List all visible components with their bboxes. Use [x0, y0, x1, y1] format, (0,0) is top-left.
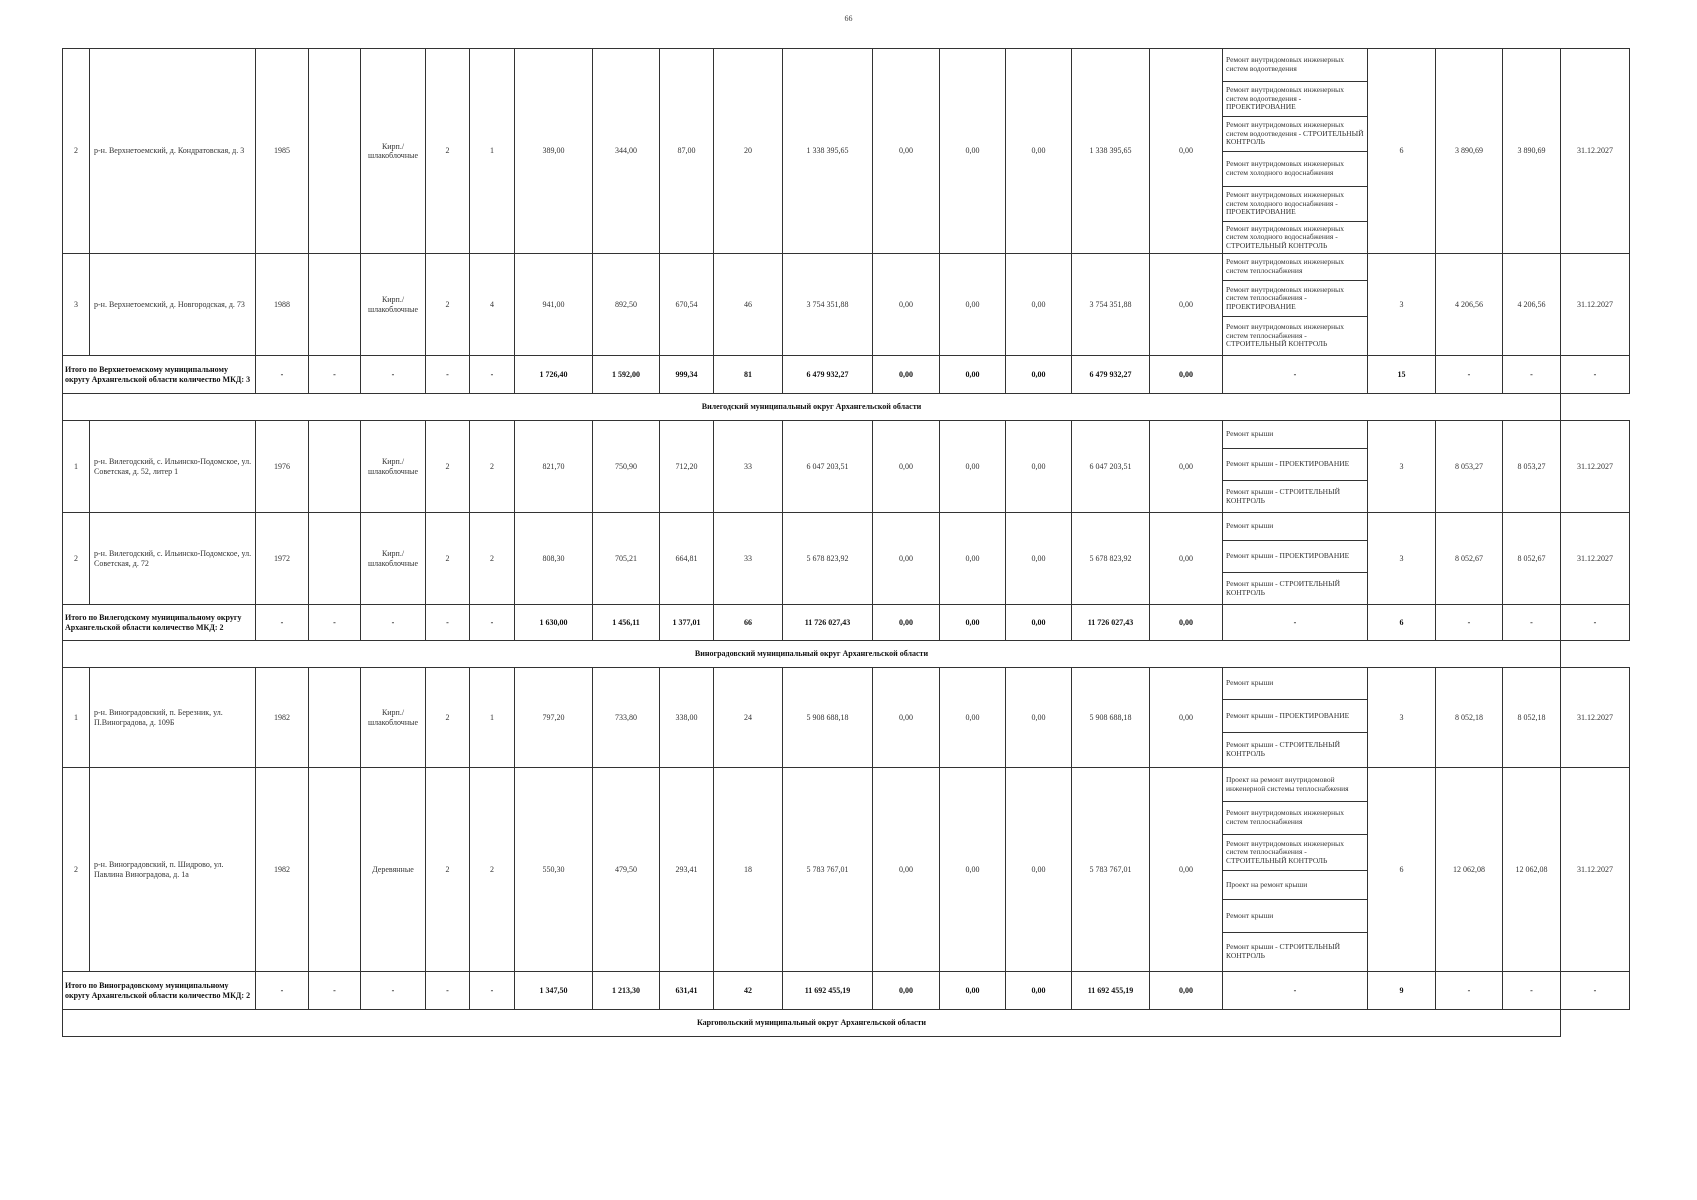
floors-cell: 2: [426, 254, 470, 356]
total-area-total: 1 726,40: [515, 356, 593, 394]
works-count-cell: 3: [1368, 254, 1436, 356]
works-cell: [1223, 421, 1368, 513]
works-count-cell: 6: [1368, 768, 1436, 972]
row-number: 2: [63, 513, 90, 605]
row-number: 3: [63, 254, 90, 356]
total-works: -: [1223, 972, 1368, 1010]
total-cost-region: 0,00: [940, 605, 1006, 641]
work-item: Ремонт крыши - ПРОЕКТИРОВАНИЕ: [1223, 700, 1367, 733]
unit-cost-cell: 3 890,69: [1436, 49, 1503, 254]
work-item: Ремонт внутридомовых инженерных систем холодного водоснабжения - СТРОИТЕЛЬНЫЙ КОНТРОЛЬ: [1226, 223, 1344, 250]
work-item: Ремонт внутридомовых инженерных систем теплоснабжения - СТРОИТЕЛЬНЫЙ КОНТРОЛЬ: [1226, 322, 1344, 349]
total-cost-municipal: 0,00: [1006, 972, 1072, 1010]
area-premises-cell: 479,50: [593, 768, 660, 972]
year-built-cell: 1988: [256, 254, 309, 356]
cost-other-cell: 0,00: [1150, 49, 1223, 254]
works-cell: [1223, 254, 1368, 356]
table-row: [63, 49, 1630, 254]
district-header: Каргопольский муниципальный округ Архангельской области: [63, 1010, 1561, 1037]
work-item: Ремонт крыши: [1223, 668, 1367, 700]
works-cell: [1223, 668, 1368, 768]
cost-total-cell: 5 678 823,92: [783, 513, 873, 605]
works-cell: [1223, 49, 1368, 254]
table-row: [63, 421, 1630, 513]
area-premises-cell: 892,50: [593, 254, 660, 356]
area-premises-cell: 705,21: [593, 513, 660, 605]
district-header-row: [63, 394, 1630, 421]
cost-municipal-cell: 0,00: [1006, 421, 1072, 513]
cost-total-cell: 6 047 203,51: [783, 421, 873, 513]
total-cost-total: 6 479 932,27: [783, 356, 873, 394]
cost-municipal-cell: 0,00: [1006, 49, 1072, 254]
cost-other-cell: 0,00: [1150, 254, 1223, 356]
cost-fund-cell: 0,00: [873, 513, 940, 605]
cost-other-cell: 0,00: [1150, 768, 1223, 972]
total-year-built: -: [256, 605, 309, 641]
total-works-count: 9: [1368, 972, 1436, 1010]
address-cell: р-н. Верхнетоемский, д. Кондратовская, д. 3: [90, 49, 256, 254]
total-works: -: [1223, 356, 1368, 394]
unit-cost-cell: 8 053,27: [1436, 421, 1503, 513]
area-total-cell: 808,30: [515, 513, 593, 605]
area-living-cell: 338,00: [660, 668, 714, 768]
cost-fund-cell: 0,00: [873, 668, 940, 768]
work-item: Ремонт крыши: [1223, 900, 1367, 933]
year-repair-cell: [309, 768, 361, 972]
work-item: Ремонт внутридомовых инженерных систем холодного водоснабжения - ПРОЕКТИРОВАНИЕ: [1223, 187, 1367, 222]
row-number: 2: [63, 49, 90, 254]
total-year-repair: -: [309, 972, 361, 1010]
cost-owners-cell: 6 047 203,51: [1072, 421, 1150, 513]
area-living-cell: 670,54: [660, 254, 714, 356]
district-header: Виноградовский муниципальный округ Архангельской области: [63, 641, 1561, 668]
wall-material-cell: Кирп./ шлакоблочные: [361, 49, 426, 254]
total-year-built: -: [256, 972, 309, 1010]
wall-material-cell: Кирп./ шлакоблочные: [361, 668, 426, 768]
year-repair-cell: [309, 668, 361, 768]
wall-material-cell: Кирп./ шлакоблочные: [361, 513, 426, 605]
year-built-cell: 1982: [256, 768, 309, 972]
total-limit-cost: -: [1503, 972, 1561, 1010]
area-total-cell: 941,00: [515, 254, 593, 356]
work-item: Ремонт внутридомовых инженерных систем теплоснабжения - ПРОЕКТИРОВАНИЕ: [1223, 281, 1367, 317]
year-built-cell: 1982: [256, 668, 309, 768]
area-total-cell: 821,70: [515, 421, 593, 513]
total-cost-region: 0,00: [940, 972, 1006, 1010]
cost-other-cell: 0,00: [1150, 513, 1223, 605]
cost-other-cell: 0,00: [1150, 668, 1223, 768]
total-area-total: 1 630,00: [515, 605, 593, 641]
address-cell: р-н. Вилегодский, с. Ильинско-Подомское, ул. Советская, д. 52, литер 1: [90, 421, 256, 513]
entrances-cell: 2: [470, 421, 515, 513]
total-label: Итого по Верхнетоемскому муниципальному округу Архангельской области количество МКД: 3: [63, 356, 256, 394]
total-residents: 66: [714, 605, 783, 641]
floors-cell: 2: [426, 513, 470, 605]
work-item: Ремонт внутридомовых инженерных систем теплоснабжения: [1223, 802, 1367, 835]
area-total-cell: 550,30: [515, 768, 593, 972]
total-cost-owners: 11 692 455,19: [1072, 972, 1150, 1010]
page-number: 66: [844, 14, 853, 23]
work-item: Проект на ремонт крыши: [1223, 871, 1367, 900]
work-item: Ремонт внутридомовых инженерных систем водоотведения: [1223, 49, 1367, 82]
table-body: [63, 49, 1630, 1037]
work-item: Проект на ремонт внутридомовой инженерной системы теплоснабжения: [1223, 768, 1367, 802]
total-works-count: 6: [1368, 605, 1436, 641]
work-item: Ремонт крыши - ПРОЕКТИРОВАНИЕ: [1223, 449, 1367, 481]
works-count-cell: 3: [1368, 513, 1436, 605]
cost-municipal-cell: 0,00: [1006, 768, 1072, 972]
floors-cell: 2: [426, 768, 470, 972]
total-floors: -: [426, 356, 470, 394]
address-cell: р-н. Верхнетоемский, д. Новгородская, д. 73: [90, 254, 256, 356]
area-living-cell: 712,20: [660, 421, 714, 513]
total-area-premises: 1 456,11: [593, 605, 660, 641]
residents-cell: 24: [714, 668, 783, 768]
total-row: [63, 605, 1630, 641]
total-cost-fund: 0,00: [873, 605, 940, 641]
works-cell: [1223, 513, 1368, 605]
total-wall-material: -: [361, 605, 426, 641]
work-item: Ремонт крыши - СТРОИТЕЛЬНЫЙ КОНТРОЛЬ: [1226, 942, 1341, 960]
table-row: [63, 254, 1630, 356]
cost-region-cell: 0,00: [940, 768, 1006, 972]
work-item: Ремонт крыши: [1223, 421, 1367, 449]
total-year-repair: -: [309, 605, 361, 641]
residents-cell: 33: [714, 513, 783, 605]
total-residents: 42: [714, 972, 783, 1010]
total-cost-total: 11 726 027,43: [783, 605, 873, 641]
cost-total-cell: 1 338 395,65: [783, 49, 873, 254]
cost-municipal-cell: 0,00: [1006, 668, 1072, 768]
cost-region-cell: 0,00: [940, 254, 1006, 356]
address-cell: р-н. Виноградовский, п. Березник, ул. П.Виноградова, д. 109Б: [90, 668, 256, 768]
total-wall-material: -: [361, 356, 426, 394]
year-repair-cell: [309, 254, 361, 356]
cost-total-cell: 3 754 351,88: [783, 254, 873, 356]
limit-cost-cell: 8 053,27: [1503, 421, 1561, 513]
wall-material-cell: Деревянные: [361, 768, 426, 972]
total-row: [63, 972, 1630, 1010]
cost-fund-cell: 0,00: [873, 768, 940, 972]
total-cost-municipal: 0,00: [1006, 605, 1072, 641]
work-item: Ремонт крыши - ПРОЕКТИРОВАНИЕ: [1223, 541, 1367, 573]
total-year-built: -: [256, 356, 309, 394]
residents-cell: 33: [714, 421, 783, 513]
area-living-cell: 293,41: [660, 768, 714, 972]
total-area-premises: 1 213,30: [593, 972, 660, 1010]
total-unit-cost: -: [1436, 356, 1503, 394]
row-number: 1: [63, 421, 90, 513]
cost-fund-cell: 0,00: [873, 421, 940, 513]
entrances-cell: 1: [470, 668, 515, 768]
total-deadline: -: [1561, 356, 1630, 394]
area-premises-cell: 344,00: [593, 49, 660, 254]
total-cost-other: 0,00: [1150, 356, 1223, 394]
total-label: Итого по Виноградовскому муниципальному округу Архангельской области количество МКД: 2: [63, 972, 256, 1010]
cost-owners-cell: 5 678 823,92: [1072, 513, 1150, 605]
wall-material-cell: Кирп./ шлакоблочные: [361, 421, 426, 513]
total-year-repair: -: [309, 356, 361, 394]
total-area-total: 1 347,50: [515, 972, 593, 1010]
deadline-cell: 31.12.2027: [1561, 421, 1630, 513]
work-item: Ремонт внутридомовых инженерных систем водоотведения - СТРОИТЕЛЬНЫЙ КОНТРОЛЬ: [1223, 117, 1367, 152]
total-area-living: 631,41: [660, 972, 714, 1010]
total-floors: -: [426, 605, 470, 641]
total-cost-region: 0,00: [940, 356, 1006, 394]
cost-owners-cell: 1 338 395,65: [1072, 49, 1150, 254]
total-cost-fund: 0,00: [873, 972, 940, 1010]
entrances-cell: 1: [470, 49, 515, 254]
work-item: Ремонт крыши: [1223, 513, 1367, 541]
work-item: Ремонт внутридомовых инженерных систем водоотведения - ПРОЕКТИРОВАНИЕ: [1223, 82, 1367, 117]
wall-material-cell: Кирп./ шлакоблочные: [361, 254, 426, 356]
cost-owners-cell: 5 783 767,01: [1072, 768, 1150, 972]
area-living-cell: 664,81: [660, 513, 714, 605]
work-item: Ремонт внутридомовых инженерных систем теплоснабжения: [1223, 254, 1367, 281]
cost-total-cell: 5 783 767,01: [783, 768, 873, 972]
cost-region-cell: 0,00: [940, 421, 1006, 513]
total-entrances: -: [470, 356, 515, 394]
table-row: [63, 513, 1630, 605]
total-deadline: -: [1561, 972, 1630, 1010]
work-item: Ремонт внутридомовых инженерных систем холодного водоснабжения: [1223, 152, 1367, 187]
total-cost-owners: 11 726 027,43: [1072, 605, 1150, 641]
total-area-premises: 1 592,00: [593, 356, 660, 394]
cost-owners-cell: 5 908 688,18: [1072, 668, 1150, 768]
floors-cell: 2: [426, 668, 470, 768]
district-header-row: [63, 641, 1630, 668]
total-floors: -: [426, 972, 470, 1010]
repair-program-table-wrap: [62, 48, 1630, 1037]
total-cost-other: 0,00: [1150, 972, 1223, 1010]
unit-cost-cell: 8 052,18: [1436, 668, 1503, 768]
area-total-cell: 797,20: [515, 668, 593, 768]
total-cost-owners: 6 479 932,27: [1072, 356, 1150, 394]
address-cell: р-н. Виноградовский, п. Шидрово, ул. Павлина Виноградова, д. 1а: [90, 768, 256, 972]
row-number: 1: [63, 668, 90, 768]
cost-total-cell: 5 908 688,18: [783, 668, 873, 768]
residents-cell: 18: [714, 768, 783, 972]
district-header-row: [63, 1010, 1630, 1037]
total-limit-cost: -: [1503, 356, 1561, 394]
deadline-cell: 31.12.2027: [1561, 513, 1630, 605]
deadline-cell: 31.12.2027: [1561, 668, 1630, 768]
total-cost-municipal: 0,00: [1006, 356, 1072, 394]
year-built-cell: 1985: [256, 49, 309, 254]
total-area-living: 1 377,01: [660, 605, 714, 641]
total-entrances: -: [470, 972, 515, 1010]
cost-municipal-cell: 0,00: [1006, 254, 1072, 356]
total-row: [63, 356, 1630, 394]
year-repair-cell: [309, 49, 361, 254]
total-cost-fund: 0,00: [873, 356, 940, 394]
cost-region-cell: 0,00: [940, 513, 1006, 605]
cost-region-cell: 0,00: [940, 49, 1006, 254]
floors-cell: 2: [426, 421, 470, 513]
entrances-cell: 4: [470, 254, 515, 356]
limit-cost-cell: 12 062,08: [1503, 768, 1561, 972]
total-label: Итого по Вилегодскому муниципальному округу Архангельской области количество МКД: 2: [63, 605, 256, 641]
floors-cell: 2: [426, 49, 470, 254]
works-count-cell: 3: [1368, 421, 1436, 513]
year-built-cell: 1976: [256, 421, 309, 513]
table-row: [63, 768, 1630, 972]
works-count-cell: 6: [1368, 49, 1436, 254]
deadline-cell: 31.12.2027: [1561, 768, 1630, 972]
total-limit-cost: -: [1503, 605, 1561, 641]
unit-cost-cell: 8 052,67: [1436, 513, 1503, 605]
total-residents: 81: [714, 356, 783, 394]
unit-cost-cell: 12 062,08: [1436, 768, 1503, 972]
limit-cost-cell: 3 890,69: [1503, 49, 1561, 254]
total-wall-material: -: [361, 972, 426, 1010]
district-header: Вилегодский муниципальный округ Архангельской области: [63, 394, 1561, 421]
cost-fund-cell: 0,00: [873, 254, 940, 356]
total-cost-total: 11 692 455,19: [783, 972, 873, 1010]
work-item: Ремонт крыши - СТРОИТЕЛЬНЫЙ КОНТРОЛЬ: [1226, 486, 1341, 505]
works-count-cell: 3: [1368, 668, 1436, 768]
year-built-cell: 1972: [256, 513, 309, 605]
area-living-cell: 87,00: [660, 49, 714, 254]
year-repair-cell: [309, 421, 361, 513]
year-repair-cell: [309, 513, 361, 605]
total-deadline: -: [1561, 605, 1630, 641]
works-cell: [1223, 768, 1368, 972]
total-area-living: 999,34: [660, 356, 714, 394]
cost-other-cell: 0,00: [1150, 421, 1223, 513]
repair-program-table: [62, 48, 1630, 1037]
work-item: Ремонт крыши - СТРОИТЕЛЬНЫЙ КОНТРОЛЬ: [1226, 578, 1341, 597]
total-works: -: [1223, 605, 1368, 641]
entrances-cell: 2: [470, 768, 515, 972]
deadline-cell: 31.12.2027: [1561, 49, 1630, 254]
row-number: 2: [63, 768, 90, 972]
address-cell: р-н. Вилегодский, с. Ильинско-Подомское, ул. Советская, д. 72: [90, 513, 256, 605]
total-unit-cost: -: [1436, 972, 1503, 1010]
deadline-cell: 31.12.2027: [1561, 254, 1630, 356]
unit-cost-cell: 4 206,56: [1436, 254, 1503, 356]
cost-municipal-cell: 0,00: [1006, 513, 1072, 605]
work-item: Ремонт крыши - СТРОИТЕЛЬНЫЙ КОНТРОЛЬ: [1226, 740, 1341, 758]
work-item: Ремонт внутридомовых инженерных систем теплоснабжения - СТРОИТЕЛЬНЫЙ КОНТРОЛЬ: [1223, 835, 1367, 871]
total-works-count: 15: [1368, 356, 1436, 394]
limit-cost-cell: 8 052,18: [1503, 668, 1561, 768]
entrances-cell: 2: [470, 513, 515, 605]
cost-region-cell: 0,00: [940, 668, 1006, 768]
area-total-cell: 389,00: [515, 49, 593, 254]
total-unit-cost: -: [1436, 605, 1503, 641]
area-premises-cell: 750,90: [593, 421, 660, 513]
table-row: [63, 668, 1630, 768]
residents-cell: 46: [714, 254, 783, 356]
total-entrances: -: [470, 605, 515, 641]
residents-cell: 20: [714, 49, 783, 254]
limit-cost-cell: 8 052,67: [1503, 513, 1561, 605]
area-premises-cell: 733,80: [593, 668, 660, 768]
limit-cost-cell: 4 206,56: [1503, 254, 1561, 356]
total-cost-other: 0,00: [1150, 605, 1223, 641]
cost-fund-cell: 0,00: [873, 49, 940, 254]
cost-owners-cell: 3 754 351,88: [1072, 254, 1150, 356]
